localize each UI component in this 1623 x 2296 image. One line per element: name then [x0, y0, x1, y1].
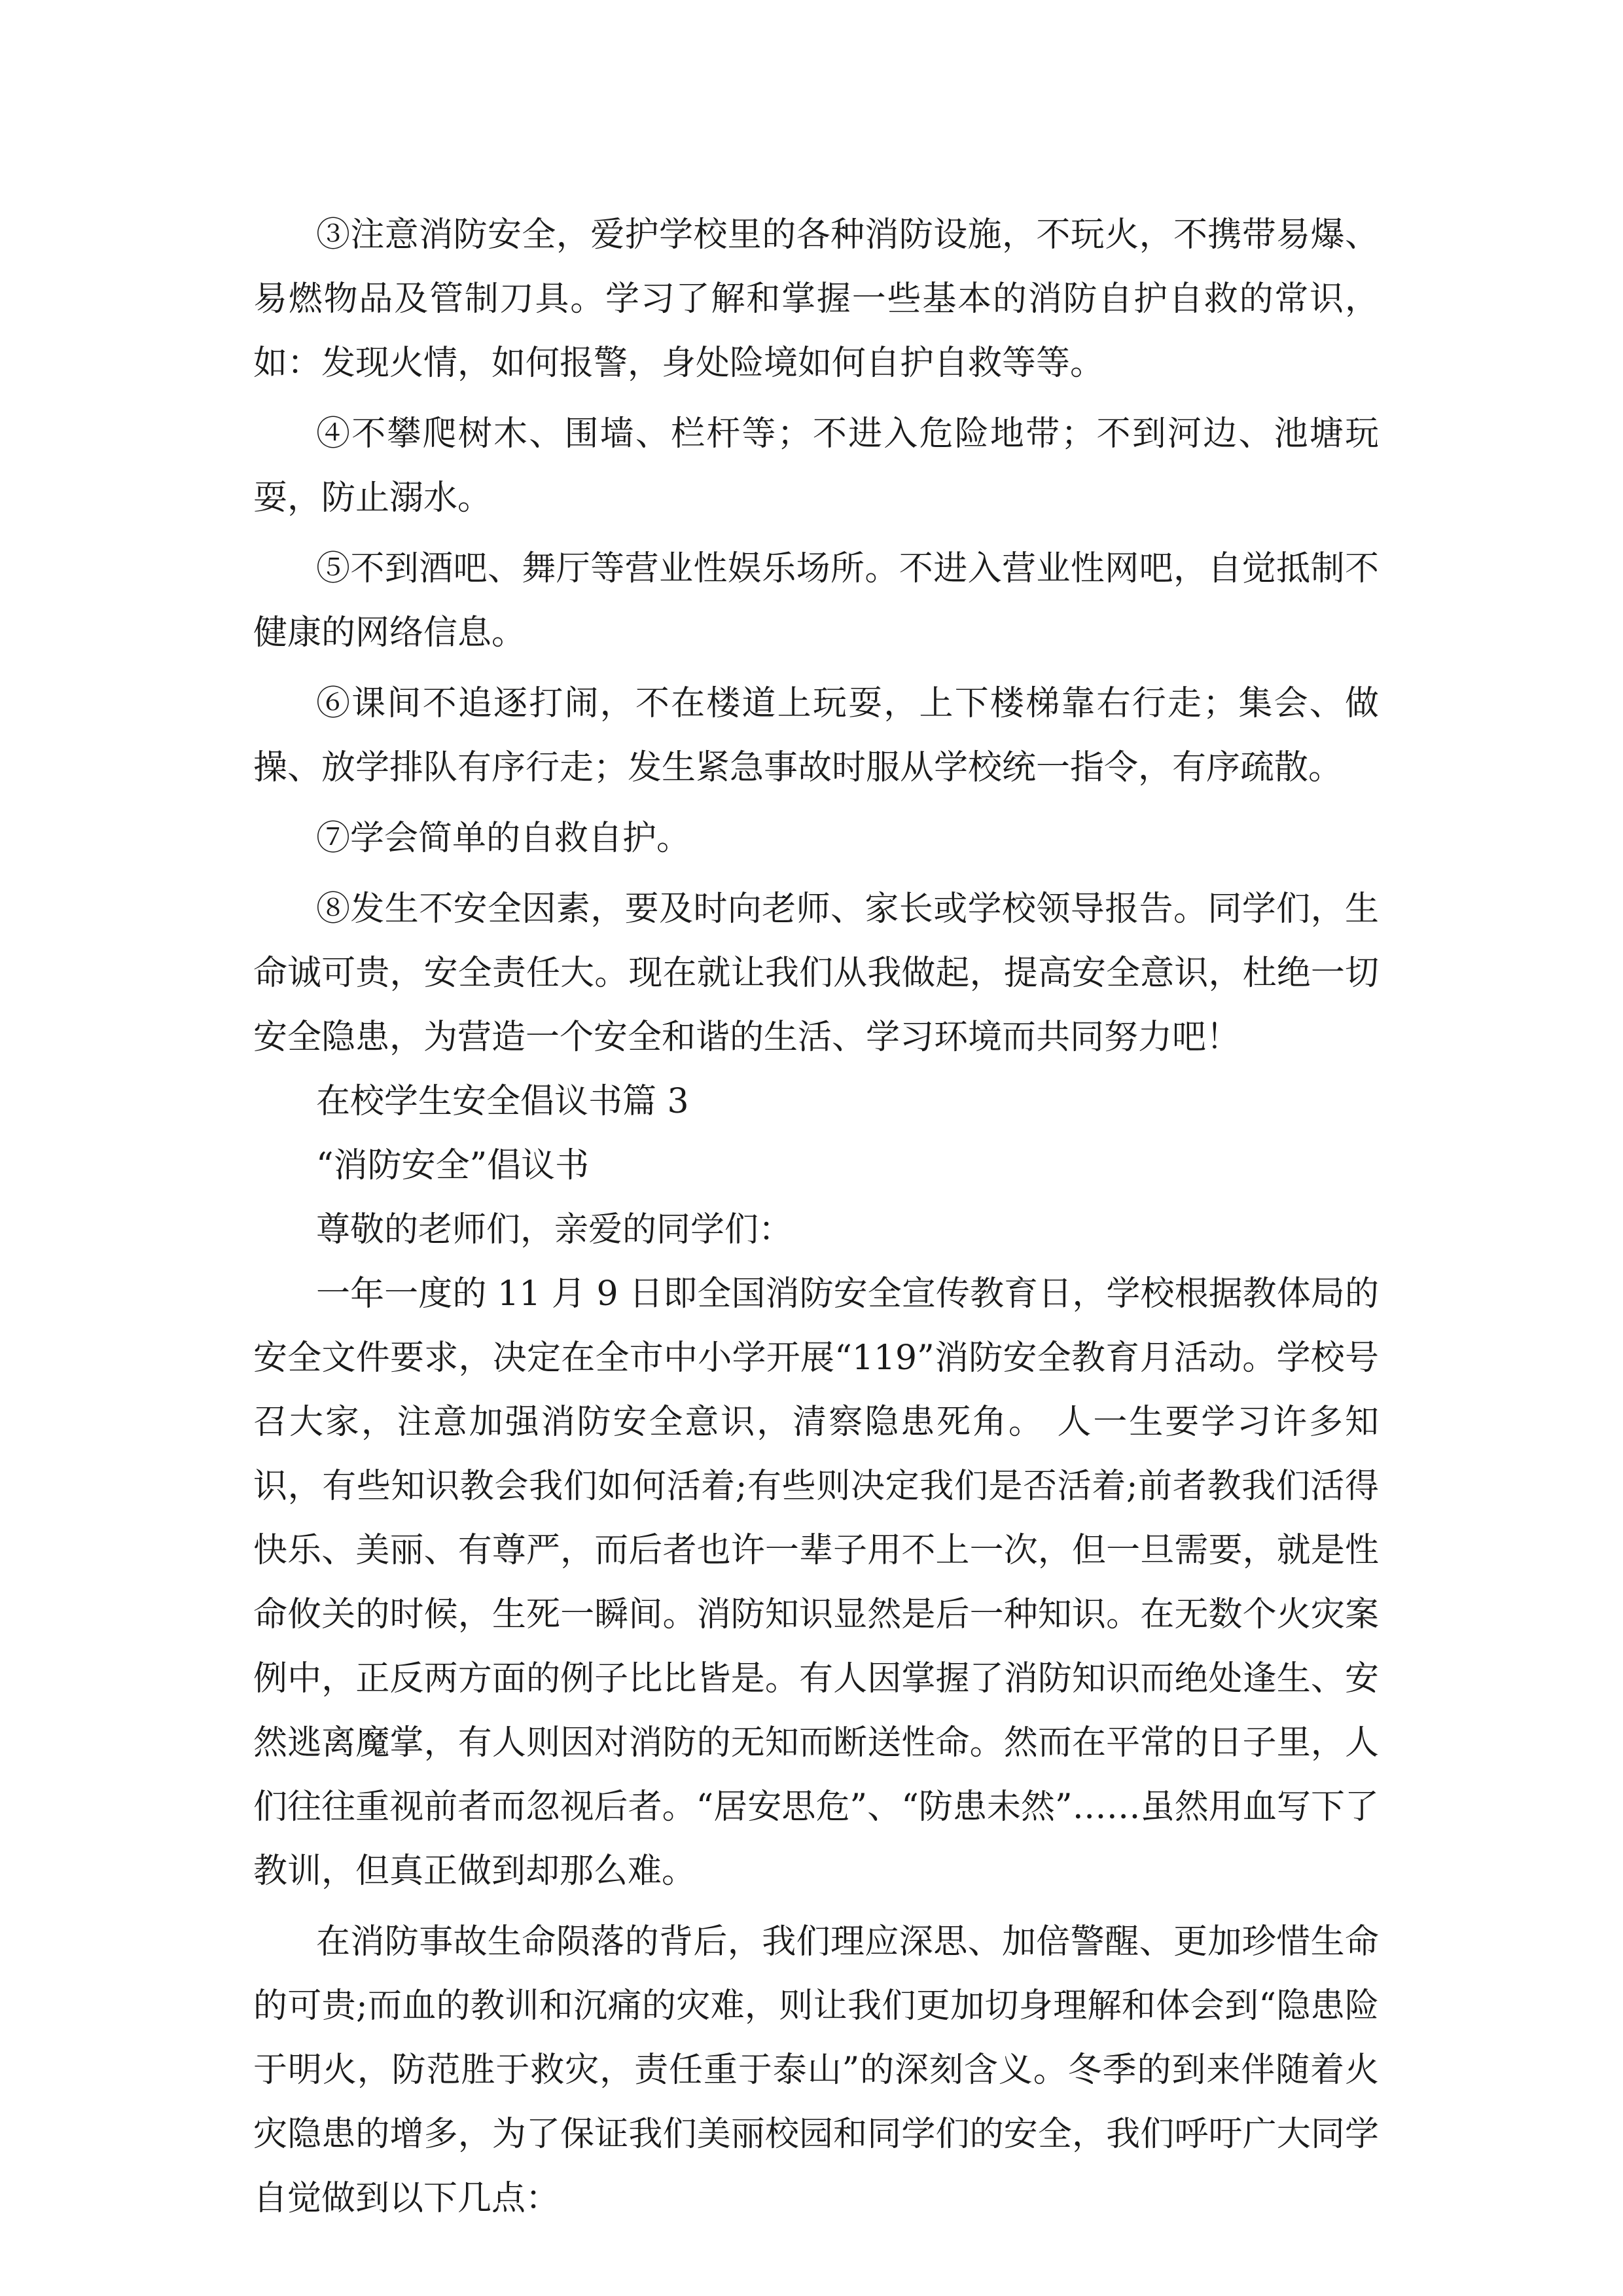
body-paragraph-1: 一年一度的 11 月 9 日即全国消防安全宣传教育日，学校根据教体局的安全文件要求，决定在全市中小学开展“119”消防安全教育月活动。学校号召大家，注意加强消防安全意识，清察隐患死角。 人一生要学习许多知识，有些知识教会我们如何活着;有些则决定我们是否活着;前者教我们活得快乐、美丽、有尊严，而后者也许一辈子用不上一次，但一旦需要，就是性命攸关的时候，生死一瞬间。消防知识显然是后一种知识。在无数个火灾案例中，正反两方面的例子比比皆是。有人因掌握了消防知识而绝处逢生、安然逃离魔掌，有人则因对消防的无知而断送性命。然而在平常的日子里，人们往往重视前者而忽视后者。“居安思危”、“防患未然”……虽然用血写下了教训，但真正做到却那么难。 [253, 1274, 1379, 1891]
paragraph-item-5: ⑤不到酒吧、舞厅等营业性娱乐场所。不进入营业性网吧，自觉抵制不健康的网络信息。 [253, 549, 1379, 653]
paragraph-item-8: ⑧发生不安全因素，要及时向老师、家长或学校领导报告。同学们，生命诚可贵，安全责任大。现在就让我们从我做起，提高安全意识，杜绝一切安全隐患，为营造一个安全和谐的生活、学习环境而共同努力吧！ [253, 889, 1379, 1057]
paragraph-item-6: ⑥课间不追逐打闹，不在楼道上玩耍，上下楼梯靠右行走；集会、做操、放学排队有序行走；发生紧急事故时服从学校统一指令，有序疏散。 [253, 684, 1379, 787]
paragraph-item-4: ④不攀爬树木、围墙、栏杆等；不进入危险地带；不到河边、池塘玩耍，防止溺水。 [253, 414, 1379, 518]
paragraph-item-3: ③注意消防安全，爱护学校里的各种消防设施，不玩火，不携带易爆、易燃物品及管制刀具。学习了解和掌握一些基本的消防自护自救的常识，如：发现火情，如何报警，身处险境如何自护自救等等。 [253, 215, 1379, 383]
letter-title: “消防安全”倡议书 [316, 1146, 590, 1185]
salutation: 尊敬的老师们，亲爱的同学们： [316, 1210, 793, 1249]
document-body [253, 203, 1379, 2231]
body-paragraph-2: 在消防事故生命陨落的背后，我们理应深思、加倍警醒、更加珍惜生命的可贵;而血的教训和沉痛的灾难，则让我们更加切身理解和体会到“隐患险于明火，防范胜于救灾，责任重于泰山”的深刻含义。冬季的到来伴随着火灾隐患的增多，为了保证我们美丽校园和同学们的安全，我们呼吁广大同学自觉做到以下几点： [253, 1922, 1379, 2218]
paragraph-item-7: ⑦学会简单的自救自护。 [316, 819, 691, 858]
section-title: 在校学生安全倡议书篇 3 [316, 1082, 689, 1121]
